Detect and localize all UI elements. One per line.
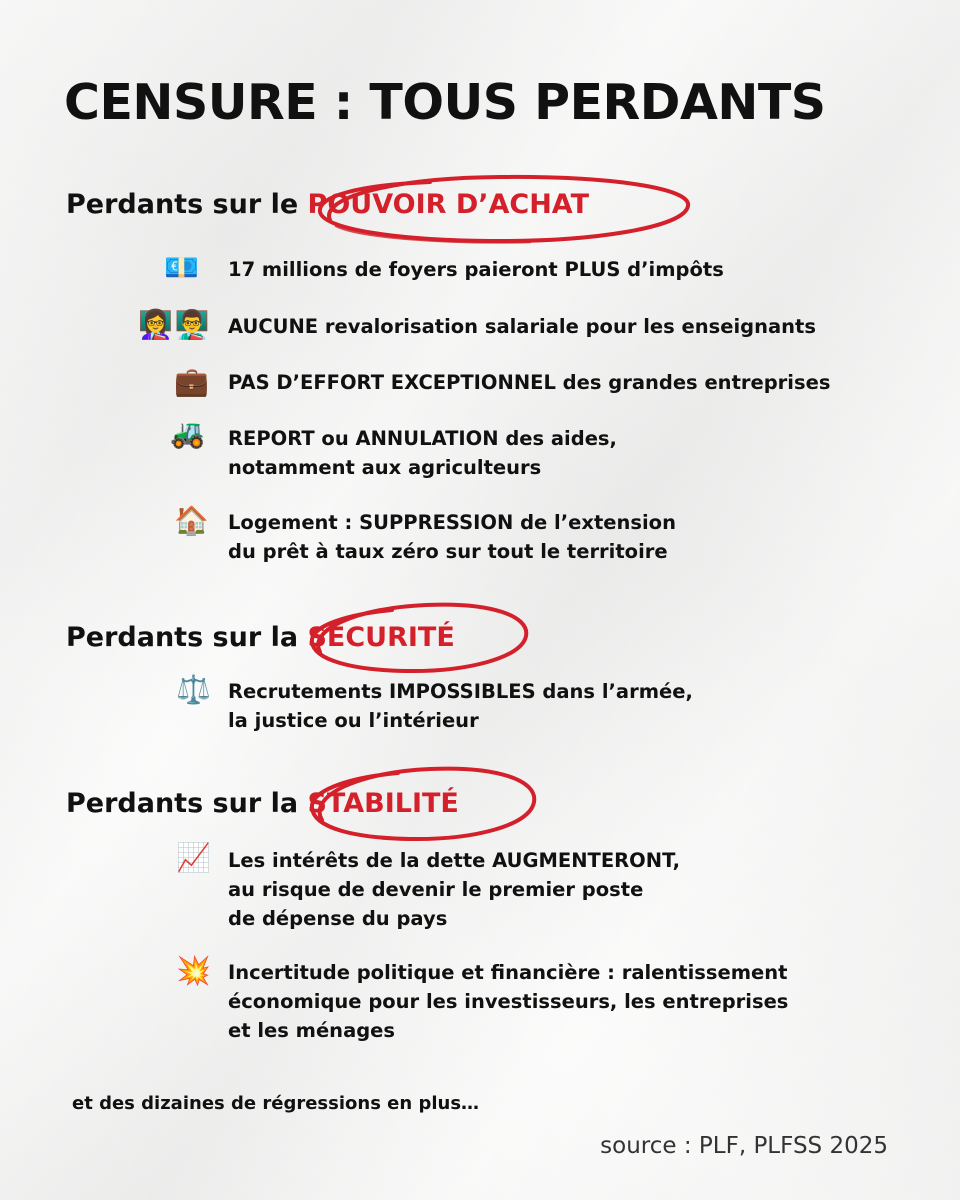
section-heading-prefix: Perdants sur le <box>66 189 308 220</box>
list-item <box>228 958 788 1045</box>
house-icon: 🏠 <box>174 504 209 537</box>
list-item <box>228 677 693 735</box>
list-item-line: Incertitude politique et financière : ralentissement <box>228 961 788 984</box>
list-item-line: Logement : SUPPRESSION de l’extension <box>228 511 676 534</box>
page-title: CENSURE : TOUS PERDANTS <box>64 74 826 131</box>
list-item-line: au risque de devenir le premier poste <box>228 878 644 901</box>
teachers-icon: 👩‍🏫👨‍🏫 <box>138 308 212 341</box>
list-item <box>228 255 724 284</box>
section-heading-stabilite <box>66 788 459 819</box>
list-item-line: Les intérêts de la dette AUGMENTERONT, <box>228 849 681 872</box>
list-item-line: AUCUNE revalorisation salariale pour les enseignants <box>228 315 816 338</box>
list-item-line: REPORT ou ANNULATION des aides, <box>228 427 617 450</box>
list-item <box>228 846 680 933</box>
section-heading-pouvoir-achat <box>66 189 589 220</box>
section-heading-securite <box>66 622 455 653</box>
list-item-line: de dépense du pays <box>228 907 448 930</box>
section-highlight: STABILITÉ <box>307 788 459 819</box>
list-item-line: 17 millions de foyers paieront PLUS d’impôts <box>228 258 724 281</box>
list-item-line: PAS D’EFFORT EXCEPTIONNEL des grandes entreprises <box>228 371 831 394</box>
list-item <box>228 424 617 482</box>
list-item <box>228 368 830 397</box>
chart-increasing-icon: 📈 <box>176 841 211 874</box>
list-item <box>228 508 676 566</box>
list-item-line: et les ménages <box>228 1019 396 1042</box>
list-item-line: notamment aux agriculteurs <box>228 456 542 479</box>
list-item-line: du prêt à taux zéro sur tout le territoire <box>228 540 668 563</box>
section-heading-prefix: Perdants sur la <box>66 622 308 653</box>
list-item-line: économique pour les investisseurs, les entreprises <box>228 990 789 1013</box>
section-heading-prefix: Perdants sur la <box>66 788 308 819</box>
list-item-line: la justice ou l’intérieur <box>228 709 479 732</box>
list-item-line: Recrutements IMPOSSIBLES dans l’armée, <box>228 680 693 703</box>
briefcase-icon: 💼 <box>174 365 209 398</box>
list-item <box>228 312 816 341</box>
collision-icon: 💥 <box>176 954 211 987</box>
money-icon: 💶 <box>164 251 199 284</box>
source-citation: source : PLF, PLFSS 2025 <box>600 1133 888 1159</box>
section-highlight: SÉCURITÉ <box>307 622 455 653</box>
footnote: et des dizaines de régressions en plus… <box>72 1093 480 1114</box>
section-highlight: POUVOIR D’ACHAT <box>307 189 590 220</box>
tractor-icon: 🚜 <box>170 417 205 450</box>
scales-icon: ⚖️ <box>176 673 211 706</box>
